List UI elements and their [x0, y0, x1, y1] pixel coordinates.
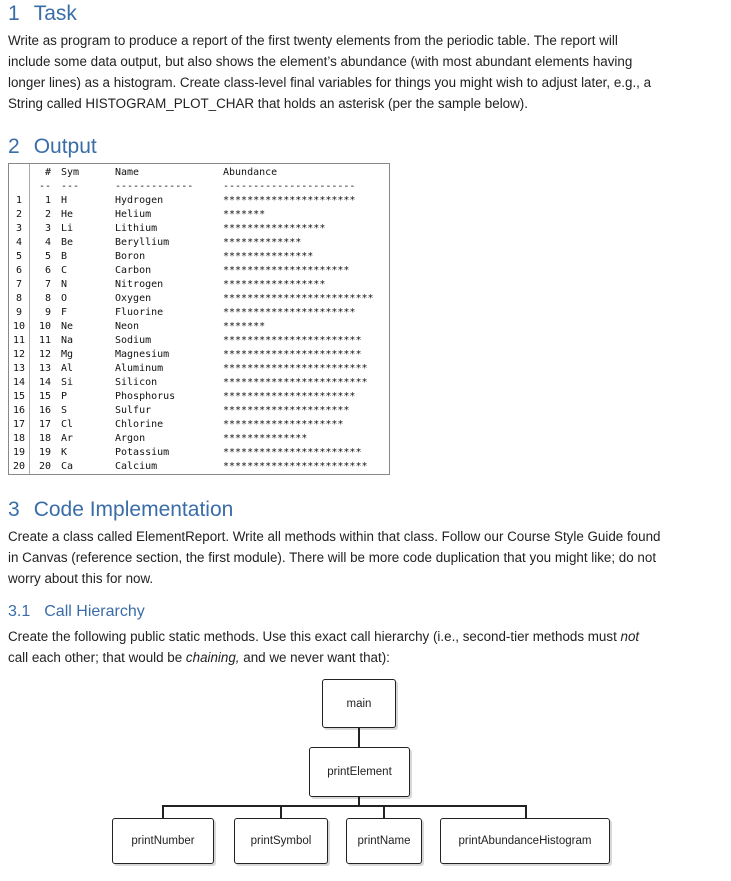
abundance-histogram-bar: *********************: [223, 405, 350, 416]
hierarchy-line2-emphasis: chaining,: [185, 650, 240, 665]
element-symbol: Al: [61, 363, 74, 374]
element-symbol: O: [61, 293, 68, 304]
code-heading: [8, 498, 233, 522]
element-symbol: Mg: [61, 349, 74, 360]
output-heading-title: Output: [33, 135, 97, 158]
separator-abundance: ----------------------: [223, 181, 356, 192]
header-sym: Sym: [61, 167, 80, 178]
hierarchy-heading: [8, 603, 145, 621]
element-number: 13: [38, 363, 51, 374]
element-number: 3: [44, 223, 51, 234]
element-number: 16: [38, 405, 51, 416]
abundance-histogram-bar: *******: [223, 321, 266, 332]
element-symbol: He: [61, 209, 74, 220]
line-number: 8: [15, 293, 23, 304]
abundance-histogram-bar: **********************: [223, 307, 356, 318]
hierarchy-heading-number: 3.1: [8, 603, 31, 620]
line-number: 9: [15, 307, 23, 318]
separator-num: --: [38, 181, 51, 192]
line-number: 10: [12, 321, 26, 332]
line-number: 19: [12, 447, 26, 458]
element-name: Potassium: [115, 447, 170, 458]
abundance-histogram-bar: *************************: [223, 293, 374, 304]
line-number: 4: [15, 237, 23, 248]
output-heading: [8, 135, 97, 159]
element-symbol: Li: [61, 223, 74, 234]
element-name: Helium: [115, 209, 152, 220]
element-symbol: F: [61, 307, 68, 318]
element-symbol: H: [61, 195, 68, 206]
abundance-histogram-bar: *******: [223, 209, 266, 220]
line-number: 7: [15, 279, 23, 290]
connector-horizontal-bus: [162, 805, 526, 807]
task-line: longer lines) as a histogram. Create class-level final variables for things you might wish to adjust later, e.g., a: [8, 75, 652, 90]
task-heading-title: Task: [33, 2, 77, 25]
code-heading-title: Code Implementation: [33, 498, 234, 521]
line-number: 2: [15, 209, 23, 220]
element-symbol: K: [61, 447, 68, 458]
hierarchy-line2-pre: call each other; that would be: [8, 650, 186, 665]
task-paragraph: [8, 30, 720, 114]
node-print-element: printElement: [309, 747, 410, 797]
code-heading-number: 3: [8, 498, 20, 521]
connector-to-print-symbol: [280, 805, 282, 819]
element-name: Hydrogen: [115, 195, 164, 206]
element-number: 5: [44, 251, 51, 262]
element-symbol: Na: [61, 335, 74, 346]
connector-to-print-name: [383, 805, 385, 819]
element-symbol: Ne: [61, 321, 74, 332]
element-name: Phosphorus: [115, 391, 176, 402]
element-number: 10: [38, 321, 51, 332]
abundance-histogram-bar: ***********************: [223, 335, 362, 346]
element-symbol: Ar: [61, 433, 74, 444]
element-number: 12: [38, 349, 51, 360]
line-number: 14: [12, 377, 26, 388]
code-paragraph: [8, 526, 720, 589]
hierarchy-line2-post: and we never want that):: [239, 650, 390, 665]
element-number: 4: [44, 237, 51, 248]
header-num: #: [44, 167, 51, 178]
element-number: 1: [44, 195, 51, 206]
node-print-abundance-histogram: printAbundanceHistogram: [440, 818, 610, 864]
element-name: Carbon: [115, 265, 152, 276]
separator-sym: ---: [61, 181, 80, 192]
element-number: 18: [38, 433, 51, 444]
element-number: 14: [38, 377, 51, 388]
line-number: 11: [12, 335, 26, 346]
element-symbol: C: [61, 265, 68, 276]
element-name: Calcium: [115, 461, 158, 472]
element-name: Chlorine: [115, 419, 164, 430]
element-symbol: S: [61, 405, 68, 416]
abundance-histogram-bar: ***********************: [223, 447, 362, 458]
element-number: 6: [44, 265, 51, 276]
element-number: 15: [38, 391, 51, 402]
line-number: 3: [15, 223, 23, 234]
element-symbol: B: [61, 251, 68, 262]
code-line: in Canvas (reference section, the first module). There will be more code duplication that you might like; do not: [8, 550, 657, 565]
hierarchy-paragraph: [8, 626, 720, 668]
line-number: 1: [15, 195, 23, 206]
abundance-histogram-bar: *****************: [223, 279, 326, 290]
line-number: 12: [12, 349, 26, 360]
node-print-symbol: printSymbol: [234, 818, 328, 864]
line-number: 17: [12, 419, 26, 430]
connector-to-print-number: [162, 805, 164, 819]
abundance-histogram-bar: ************************: [223, 461, 368, 472]
node-main: main: [322, 679, 396, 728]
element-name: Silicon: [115, 377, 158, 388]
code-line: worry about this for now.: [8, 571, 154, 586]
task-line: Write as program to produce a report of the first twenty elements from the periodic table. The report will: [8, 33, 618, 48]
abundance-histogram-bar: *********************: [223, 265, 350, 276]
element-symbol: Ca: [61, 461, 74, 472]
element-name: Fluorine: [115, 307, 164, 318]
element-number: 2: [44, 209, 51, 220]
element-number: 9: [44, 307, 51, 318]
abundance-histogram-bar: ***************: [223, 251, 314, 262]
element-number: 19: [38, 447, 51, 458]
line-number: 16: [12, 405, 26, 416]
hierarchy-line: [8, 626, 720, 647]
element-name: Beryllium: [115, 237, 170, 248]
element-name: Lithium: [115, 223, 158, 234]
output-heading-number: 2: [8, 135, 20, 158]
line-number: 5: [15, 251, 23, 262]
line-number: 6: [15, 265, 23, 276]
element-name: Aluminum: [115, 363, 164, 374]
line-number: 15: [12, 391, 26, 402]
element-name: Boron: [115, 251, 146, 262]
element-symbol: Si: [61, 377, 74, 388]
header-abundance: Abundance: [223, 167, 278, 178]
abundance-histogram-bar: *************: [223, 237, 302, 248]
hierarchy-line1-emphasis: not: [620, 629, 640, 644]
connector-main-to-print-element: [358, 727, 360, 747]
connector-to-print-abundance: [525, 805, 527, 819]
element-name: Neon: [115, 321, 140, 332]
element-number: 17: [38, 419, 51, 430]
element-number: 20: [38, 461, 51, 472]
element-name: Oxygen: [115, 293, 152, 304]
abundance-histogram-bar: *****************: [223, 223, 326, 234]
header-name: Name: [115, 167, 140, 178]
line-number: 20: [12, 461, 26, 472]
abundance-histogram-bar: ********************: [223, 419, 344, 430]
element-number: 7: [44, 279, 51, 290]
hierarchy-heading-title: Call Hierarchy: [44, 603, 145, 620]
node-print-name: printName: [346, 818, 422, 864]
element-name: Argon: [115, 433, 146, 444]
abundance-histogram-bar: ************************: [223, 363, 368, 374]
element-name: Magnesium: [115, 349, 170, 360]
element-number: 8: [44, 293, 51, 304]
element-name: Nitrogen: [115, 279, 164, 290]
line-number: 13: [12, 363, 26, 374]
abundance-histogram-bar: **********************: [223, 195, 356, 206]
element-symbol: Be: [61, 237, 74, 248]
separator-name: -------------: [115, 181, 194, 192]
node-print-number: printNumber: [112, 818, 214, 864]
task-heading: [8, 2, 77, 26]
code-line: Create a class called ElementReport. Write all methods within that class. Follow our Course Style Guide found: [8, 529, 661, 544]
element-name: Sulfur: [115, 405, 152, 416]
line-number: 18: [12, 433, 26, 444]
hierarchy-line: [8, 647, 720, 668]
element-number: 11: [38, 335, 51, 346]
abundance-histogram-bar: ***********************: [223, 349, 362, 360]
task-heading-number: 1: [8, 2, 20, 25]
element-symbol: Cl: [61, 419, 74, 430]
element-symbol: N: [61, 279, 68, 290]
task-line: include some data output, but also shows the element’s abundance (with most abundant elements having: [8, 54, 633, 69]
abundance-histogram-bar: **************: [223, 433, 308, 444]
task-line: String called HISTOGRAM_PLOT_CHAR that holds an asterisk (per the sample below).: [8, 96, 528, 111]
element-name: Sodium: [115, 335, 152, 346]
element-symbol: P: [61, 391, 68, 402]
abundance-histogram-bar: **********************: [223, 391, 356, 402]
hierarchy-line1-text: Create the following public static methods. Use this exact call hierarchy (i.e., second-tier methods must: [8, 629, 621, 644]
sample-output-box: [8, 163, 390, 475]
abundance-histogram-bar: ************************: [223, 377, 368, 388]
